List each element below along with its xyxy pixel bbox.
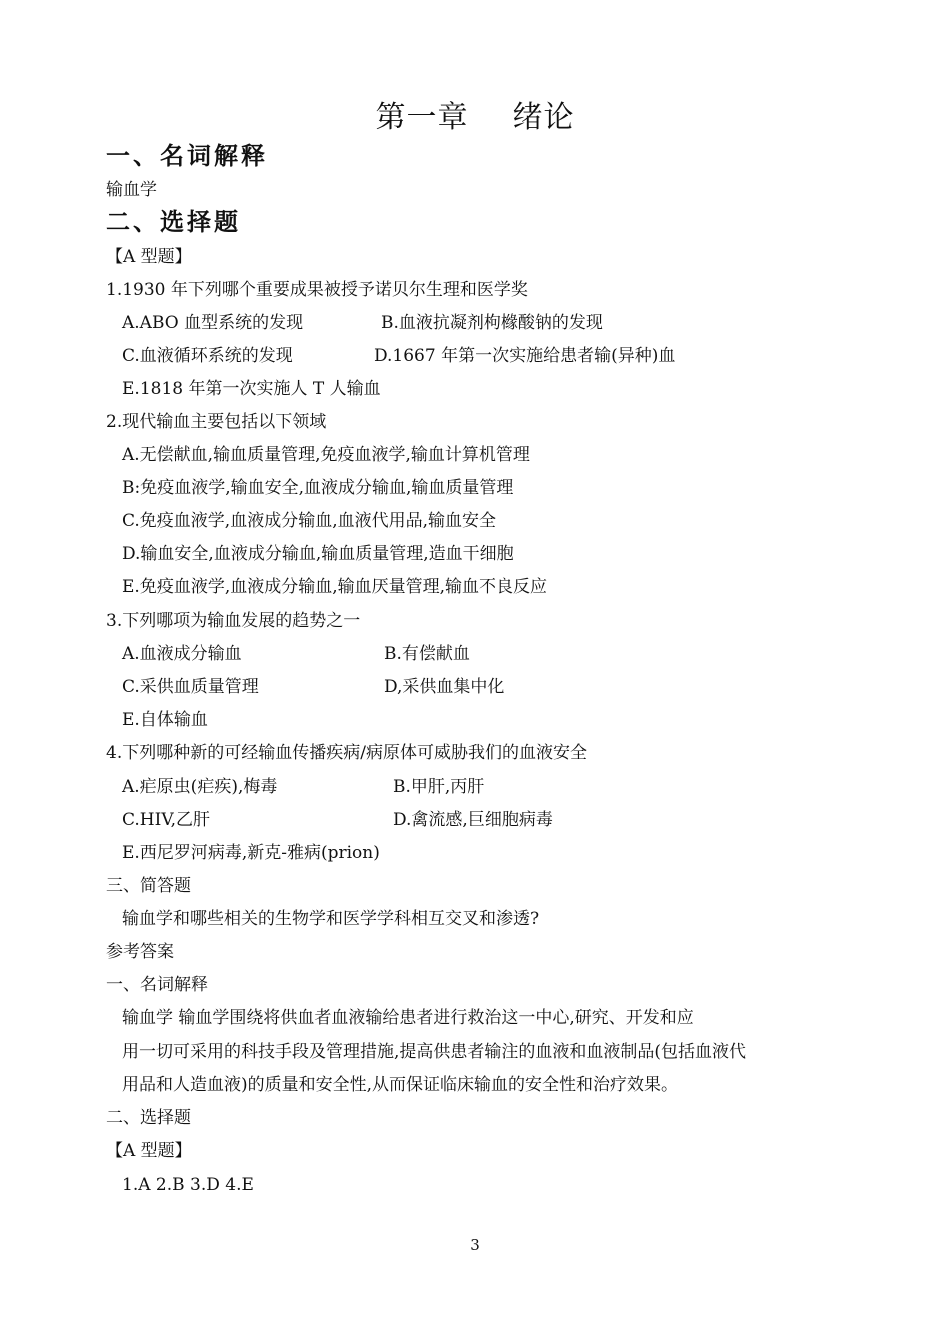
question-4-stem: 4.下列哪种新的可经输血传播疾病/病原体可威胁我们的血液安全	[106, 743, 587, 763]
chapter-title-left: 第一章	[375, 100, 469, 135]
question-3-option-e: E.自体输血	[122, 710, 208, 730]
question-3-option-c: C.采供血质量管理	[122, 677, 259, 697]
question-4-option-e: E.西尼罗河病毒,新克-雅病(prion)	[122, 843, 380, 863]
question-2-option-e: E.免疫血液学,血液成分输血,输血厌量管理,输血不良反应	[122, 577, 548, 597]
section3-heading: 三、简答题	[106, 876, 191, 896]
answers-sub2: 二、选择题	[106, 1108, 191, 1128]
question-1-stem: 1.1930 年下列哪个重要成果被授予诺贝尔生理和医学奖	[106, 280, 528, 300]
question-1-option-d: D.1667 年第一次实施给患者输(异种)血	[374, 346, 676, 366]
definition-line-3: 用品和人造血液)的质量和安全性,从而保证临床输血的安全性和治疗效果。	[122, 1075, 679, 1095]
question-1-option-a: A.ABO 血型系统的发现	[122, 313, 304, 333]
question-1-option-b: B.血液抗凝剂枸橼酸钠的发现	[381, 313, 603, 333]
question-2-option-d: D.输血安全,血液成分输血,输血质量管理,造血干细胞	[122, 544, 514, 564]
term-text: 输血学	[106, 180, 157, 200]
page-number: 3	[470, 1236, 480, 1254]
definition-line-1: 输血学 输血学围绕将供血者血液输给患者进行救治这一中心,研究、开发和应	[122, 1008, 694, 1028]
section2-heading: 二、选择题	[106, 207, 241, 236]
question-3-option-d: D,采供血集中化	[384, 677, 505, 697]
question-1-option-e: E.1818 年第一次实施人 T 人输血	[122, 379, 381, 399]
question-3-option-b: B.有偿献血	[384, 644, 470, 664]
question-3-option-a: A.血液成分输血	[122, 644, 242, 664]
question-4-option-b: B.甲肝,丙肝	[393, 777, 485, 797]
question-4-option-a: A.疟原虫(疟疾),梅毒	[122, 777, 278, 797]
answer-key: 1.A 2.B 3.D 4.E	[122, 1175, 254, 1195]
answers-type-label: 【A 型题】	[106, 1141, 192, 1161]
question-4-option-d: D.禽流感,巨细胞病毒	[393, 810, 553, 830]
question-2-option-b: B:免疫血液学,输血安全,血液成分输血,输血质量管理	[122, 478, 514, 498]
question-2-option-c: C.免疫血液学,血液成分输血,血液代用品,输血安全	[122, 511, 497, 531]
question-3-stem: 3.下列哪项为输血发展的趋势之一	[106, 611, 361, 631]
short-answer-question: 输血学和哪些相关的生物学和医学学科相互交叉和渗透?	[122, 909, 540, 929]
question-2-option-a: A.无偿献血,输血质量管理,免疫血液学,输血计算机管理	[122, 445, 530, 465]
question-1-option-c: C.血液循环系统的发现	[122, 346, 293, 366]
chapter-title	[0, 92, 950, 136]
question-4-option-c: C.HIV,乙肝	[122, 810, 211, 830]
type-label: 【A 型题】	[106, 247, 192, 267]
chapter-title-right: 绪论	[512, 100, 575, 135]
answers-sub1: 一、名词解释	[106, 975, 208, 995]
answers-heading: 参考答案	[106, 942, 174, 962]
question-2-stem: 2.现代输血主要包括以下领域	[106, 412, 327, 432]
section1-heading: 一、名词解释	[106, 141, 268, 170]
definition-line-2: 用一切可采用的科技手段及管理措施,提高供患者输注的血液和血液制品(包括血液代	[122, 1042, 747, 1062]
